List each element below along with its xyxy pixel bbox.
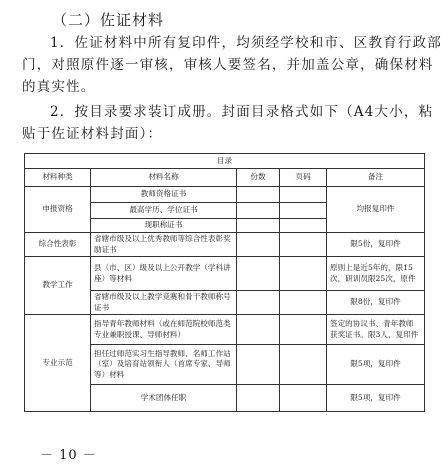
paragraph-2: 2．按目录要求装订成册。封面目录格式如下（A4大小，粘贴于佐证材料封面）： <box>22 104 434 142</box>
remark-cell: 签定的协议书、青年教师获奖证书。限3人，复印件 <box>327 315 425 345</box>
page-cell <box>280 187 327 203</box>
page-cell <box>280 257 327 291</box>
header-copies: 份数 <box>237 169 280 187</box>
item-cell: 教师资格证书 <box>91 187 237 203</box>
table-row <box>25 315 425 345</box>
item-cell: 最高学历、学位证书 <box>91 203 237 219</box>
page-cell <box>280 385 327 412</box>
item-cell: 省辖市级及以上教学竞赛和骨干教师称号证书 <box>91 291 237 315</box>
copies-cell <box>237 187 280 203</box>
header-name: 材料名称 <box>91 169 237 187</box>
remark-cell: 限5项，复印件 <box>327 345 425 385</box>
remark-cell: 限8份，复印件 <box>327 291 425 315</box>
paragraph-1: 1．佐证材料中所有复印件，均须经学校和市、区教育行政部门，对照原件逐一审核，审核人要签名，并加盖公章，确保材料的真实性。 <box>22 35 442 95</box>
page-cell <box>280 315 327 345</box>
group-cell: 专业示范 <box>25 315 91 412</box>
header-remarks: 备注 <box>327 169 425 187</box>
page-cell <box>280 291 327 315</box>
copies-cell <box>237 345 280 385</box>
remark-cell: 均报复印件 <box>327 187 425 233</box>
page-cell <box>280 219 327 233</box>
page-number: － 10 － <box>40 448 97 463</box>
item-cell: 学术团体任职 <box>91 385 237 412</box>
contents-table <box>24 153 425 412</box>
table-header-row <box>25 169 425 187</box>
page-cell <box>280 203 327 219</box>
item-cell: 指导青年教师材料（或在师范院校师范类专业兼职授课、导师材料） <box>91 315 237 345</box>
item-cell: 现职称证书 <box>91 219 237 233</box>
remark-cell: 限5项，复印件 <box>327 385 425 412</box>
page-cell <box>280 233 327 257</box>
copies-cell <box>237 219 280 233</box>
copies-cell <box>237 291 280 315</box>
remark-cell: 限5份，复印件 <box>327 233 425 257</box>
copies-cell <box>237 203 280 219</box>
table-row <box>25 257 425 291</box>
section-heading: （二）佐证材料 <box>52 11 165 29</box>
group-cell: 教学工作 <box>25 257 91 315</box>
copies-cell <box>237 257 280 291</box>
item-cell: 县（市、区）级及以上公开教学（学科讲座）等材料 <box>91 257 237 291</box>
item-cell: 省辖市级及以上优秀教师等综合性表彰奖励证书 <box>91 233 237 257</box>
header-page: 页码 <box>280 169 327 187</box>
table-title: 目录 <box>25 154 425 169</box>
table-row <box>25 187 425 203</box>
remark-cell: 原则上是近5年的，限15次，研训员限25次，原件 <box>327 257 425 291</box>
header-category: 材料种类 <box>25 169 91 187</box>
group-cell: 综合性表彰 <box>25 233 91 257</box>
copies-cell <box>237 315 280 345</box>
page-cell <box>280 345 327 385</box>
copies-cell <box>237 385 280 412</box>
table-row <box>25 233 425 257</box>
copies-cell <box>237 233 280 257</box>
item-cell: 担任过师范实习生指导教师、名师工作站（室）及培育站领衔人（首席专家、导师等）材料 <box>91 345 237 385</box>
group-cell: 申报资格 <box>25 187 91 233</box>
